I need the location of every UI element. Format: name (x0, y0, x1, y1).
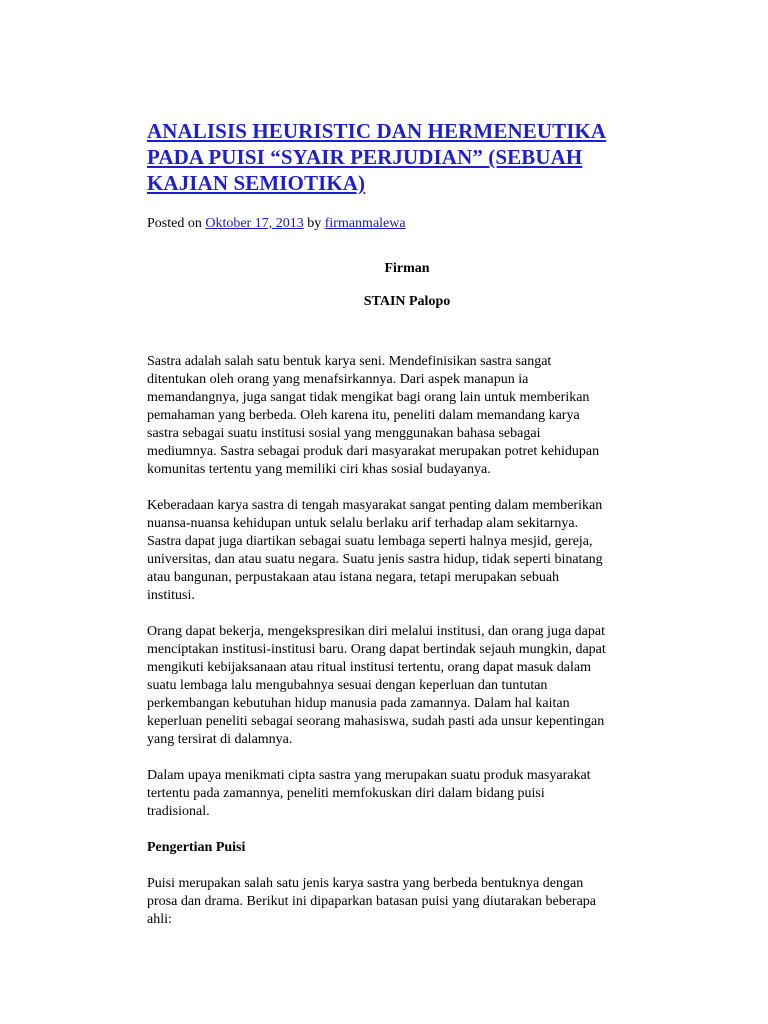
post-title (147, 118, 667, 196)
paragraph-line: mediumnya. Sastra sebagai produk dari masyarakat merupakan potret kehidupan (147, 444, 600, 459)
paragraph-line: Puisi merupakan salah satu jenis karya sastra yang berbeda bentuknya dengan (147, 876, 584, 891)
paragraph-4 (147, 767, 667, 821)
by-label: by (307, 216, 322, 231)
paragraph-line: komunitas tertentu yang memiliki ciri khas sosial budayanya. (147, 462, 491, 477)
post-title-line: ANALISIS HEURISTIC DAN HERMENEUTIKA (147, 119, 607, 143)
section-paragraph (147, 875, 667, 929)
paragraph-line: nuansa-nuansa kehidupan untuk selalu berlaku arif terhadap alam sekitarnya. (147, 516, 579, 531)
paragraph-line: Sastra adalah salah satu bentuk karya seni. Mendefinisikan sastra sangat (147, 354, 552, 369)
posted-on-label: Posted on (147, 216, 202, 231)
paragraph-line: mengikuti kebijaksanaan atau ritual institusi tertentu, orang dapat masuk dalam (147, 660, 591, 675)
paragraph-line: ahli: (147, 912, 172, 927)
paragraph-line: institusi. (147, 588, 195, 603)
post-author-link[interactable]: firmanmalewa (324, 216, 406, 231)
paragraph-line: Sastra dapat juga diartikan sebagai suatu lembaga seperti halnya mesjid, gereja, (147, 534, 593, 549)
paragraph-line: atau bangunan, perpustakaan atau istana negara, tetapi merupakan sebuah (147, 570, 560, 585)
section-heading: Pengertian Puisi (147, 840, 246, 855)
paragraph-2 (147, 497, 667, 605)
paragraph-3 (147, 623, 667, 749)
post-meta (147, 215, 667, 232)
paragraph-line: pemahaman yang berbeda. Oleh karena itu, peneliti dalam memandang karya (147, 408, 580, 423)
paragraph-line: memandangnya, juga sangat tidak mengikat bagi orang lain untuk memberikan (147, 390, 590, 405)
paragraph-line: tradisional. (147, 804, 210, 819)
post-title-link[interactable] (147, 119, 606, 195)
paragraph-line: sastra sebagai suatu institusi sosial yang menggunakan bahasa sebagai (147, 426, 541, 441)
paragraph-line: Keberadaan karya sastra di tengah masyarakat sangat penting dalam memberikan (147, 498, 603, 513)
paragraph-line: Dalam upaya menikmati cipta sastra yang merupakan suatu produk masyarakat (147, 768, 591, 783)
paragraph-line: yang tersirat di dalamnya. (147, 732, 293, 747)
paragraph-line: Orang dapat bekerja, mengekspresikan diri melalui institusi, dan orang juga dapat (147, 624, 605, 639)
paragraph-line: universitas, dan atau suatu negara. Suatu jenis sastra hidup, tidak seperti binatang (147, 552, 603, 567)
paragraph-line: suatu lembaga lalu mengubahnya sesuai dengan keperluan dan tuntutan (147, 678, 548, 693)
post-title-line: PADA PUISI “SYAIR PERJUDIAN” (SEBUAH (147, 145, 583, 169)
author-affiliation: STAIN Palopo (363, 294, 451, 309)
document-page (147, 118, 667, 947)
post-title-line: KAJIAN SEMIOTIKA) (147, 171, 366, 195)
paragraph-line: tertentu pada zamannya, peneliti memfokuskan diri dalam bidang puisi (147, 786, 545, 801)
author-name: Firman (384, 261, 430, 276)
paragraph-line: menciptakan institusi-institusi baru. Orang dapat bertindak sejauh mungkin, dapat (147, 642, 606, 657)
paragraph-line: keperluan peneliti sebagai seorang mahasiswa, sudah pasti ada unsur kepentingan (147, 714, 605, 729)
post-date-link[interactable]: Oktober 17, 2013 (205, 216, 304, 231)
paragraph-1 (147, 353, 667, 479)
paragraph-line: ditentukan oleh orang yang menafsirkannya. Dari aspek manapun ia (147, 372, 529, 387)
paragraph-line: prosa dan drama. Berikut ini dipaparkan batasan puisi yang diutarakan beberapa (147, 894, 597, 909)
article-body (147, 353, 667, 929)
paragraph-line: perkembangan kebutuhan hidup manusia pada zamannya. Dalam hal kaitan (147, 696, 570, 711)
